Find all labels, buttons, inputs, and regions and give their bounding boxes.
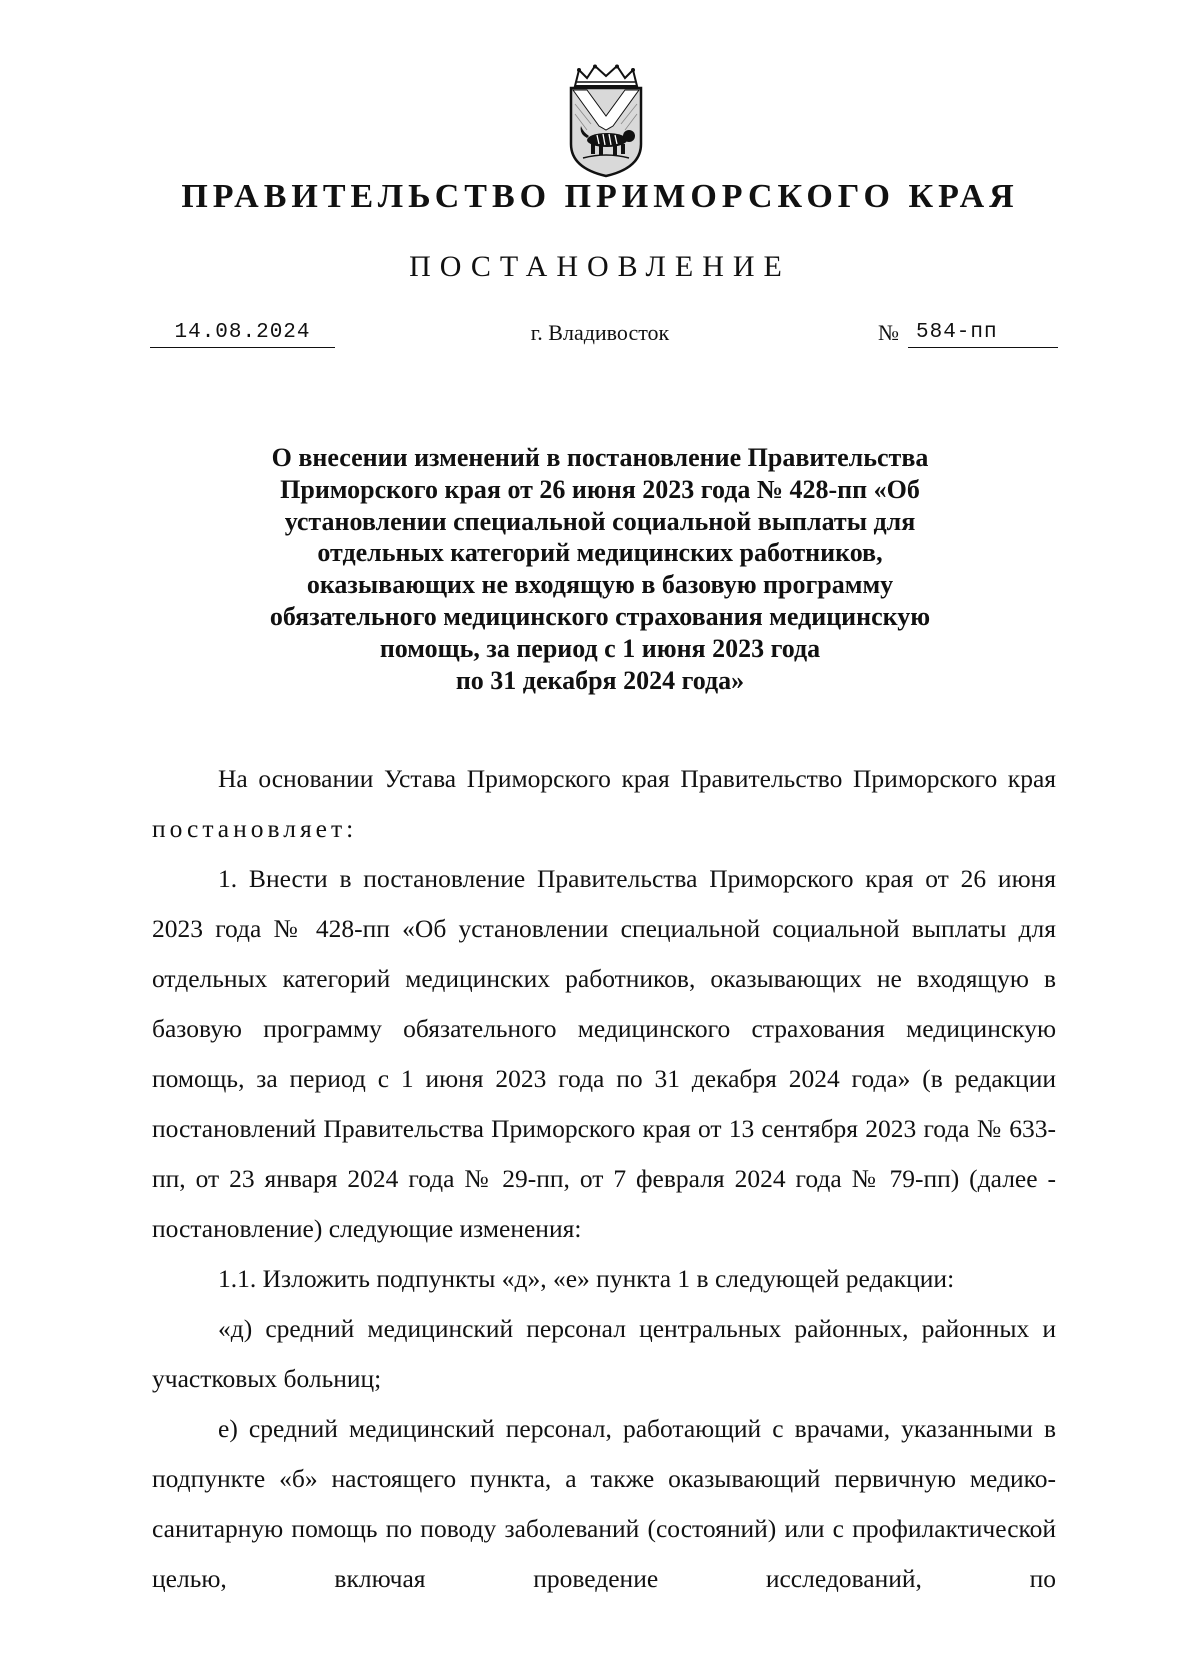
resolves-word: постановляет: — [152, 814, 358, 843]
document-number-label: № — [878, 320, 899, 345]
coat-of-arms-emblem — [565, 64, 647, 180]
heading-line: оказывающих не входящую в базовую программу — [306, 570, 894, 600]
government-title: ПРАВИТЕЛЬСТВО ПРИМОРСКОГО КРАЯ — [181, 178, 1019, 215]
heading-line: по 31 декабря 2024 года» — [455, 665, 745, 695]
body-paragraph-subitem-e: е) средний медицинский персонал, работающий с врачами, указанными в подпункте «б» настоящего пункта, а также оказывающий первичную медико-санитарную помощь по поводу заболеваний (состояний) или с профилактической целью, включая проведение исследований, по — [152, 1414, 1056, 1593]
document-number: 584-пп — [908, 320, 1058, 348]
heading-line: О внесении изменений в постановление Правительства — [271, 443, 929, 472]
body-paragraph-item-1: 1. Внести в постановление Правительства Приморского края от 26 июня 2023 года № 428-пп «Об установлении специальной социальной выплаты для отдельных категорий медицинских работников, оказывающих не входящую в базовую программу обязательного медицинского страхования медицинскую помощь, за период с 1 июня 2023 года по 31 декабря 2024 года» (в редакции постановлений Правительства Приморского края от 13 сентября 2023 года № 633-пп, от 23 января 2024 года № 29-пп, от 7 февраля 2024 года № 79-пп) (далее - постановление) следующие изменения: — [152, 864, 1056, 1243]
heading-line: отдельных категорий медицинских работников, — [317, 538, 883, 568]
document-heading — [150, 442, 1050, 696]
heading-line: помощь, за период с 1 июня 2023 года — [379, 633, 821, 663]
basis-text: На основании Устава Приморского края Правительство Приморского края — [218, 764, 1056, 793]
document-date: 14.08.2024 — [150, 320, 335, 348]
heading-line: Приморского края от 26 июня 2023 года № 428-пп «Об — [280, 474, 920, 504]
document-type-title: ПОСТАНОВЛЕНИЕ — [409, 250, 791, 283]
body-paragraph-basis — [152, 754, 1056, 854]
document-city: г. Владивосток — [530, 320, 670, 345]
document-body — [152, 754, 1056, 1604]
heading-line: установлении специальной социальной выплаты для — [284, 506, 916, 536]
heading-line: обязательного медицинского страхования медицинскую — [269, 601, 931, 631]
body-paragraph-item-1-1: 1.1. Изложить подпункты «д», «е» пункта 1 в следующей редакции: — [218, 1264, 955, 1293]
body-paragraph-subitem-d: «д) средний медицинский персонал центральных районных, районных и участковых больниц; — [152, 1314, 1056, 1393]
